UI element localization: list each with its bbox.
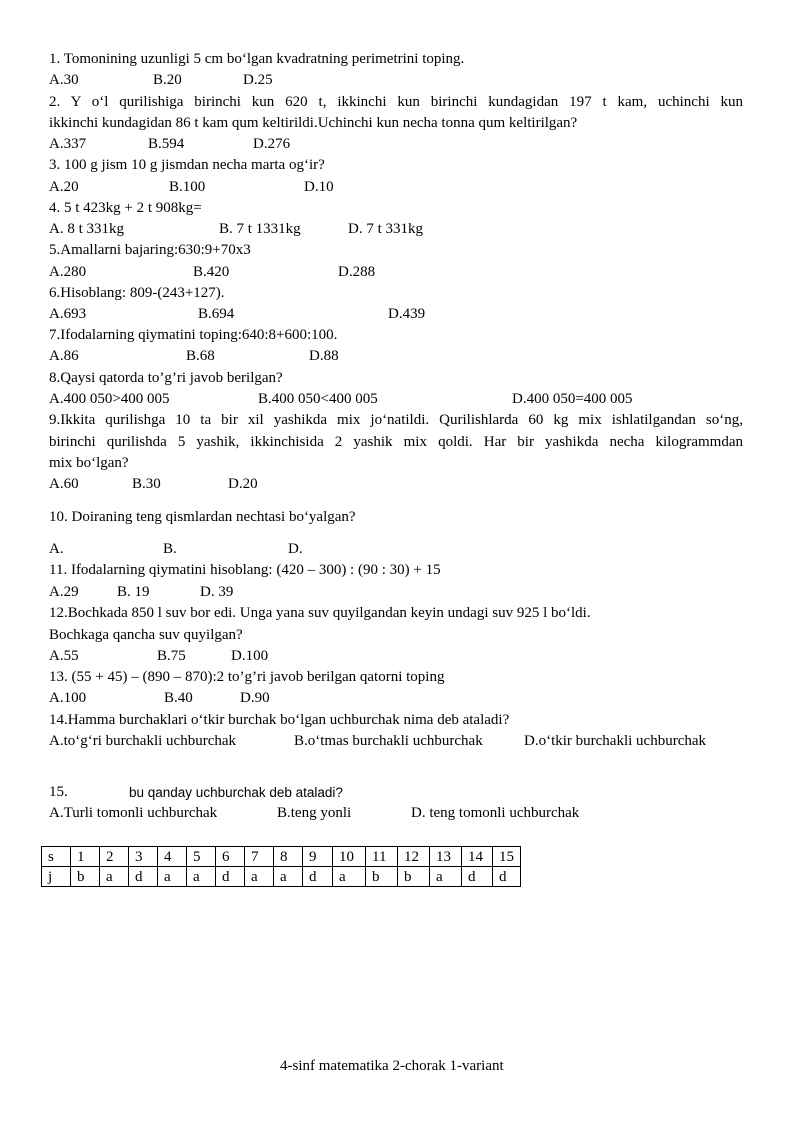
question-4: 4. 5 t 423kg + 2 t 908kg= (49, 200, 202, 216)
table-cell: b (71, 867, 100, 887)
table-cell: b (398, 867, 430, 887)
question-10: 10. Doiraning teng qismlardan nechtasi bo‘yalgan? (49, 509, 356, 525)
table-cell: b (366, 867, 398, 887)
q2-option-b: B.594 (148, 136, 185, 152)
q6-option-d: D.439 (388, 306, 426, 322)
q13-option-d: D.90 (240, 690, 270, 706)
q11-option-a: A.29 (49, 584, 79, 600)
q12-option-d: D.100 (231, 648, 269, 664)
table-cell: 12 (398, 847, 430, 867)
q1-option-b: B.20 (153, 72, 182, 88)
q9-option-a: A.60 (49, 476, 79, 492)
table-cell: 15 (493, 847, 521, 867)
q6-option-b: B.694 (198, 306, 235, 322)
table-cell: 6 (216, 847, 245, 867)
answer-table-header-row (42, 847, 521, 867)
table-cell: d (462, 867, 493, 887)
table-cell: a (430, 867, 462, 887)
question-12-line-1: 12.Bochkada 850 l suv bor edi. Unga yana suv quyilgandan keyin undagi suv 925 l bo‘ldi. (49, 605, 591, 621)
table-cell: 1 (71, 847, 100, 867)
q10-option-a: A. (49, 541, 64, 557)
question-9-line-2: birinchi qurilishda 5 yashik, ikkinchisida 2 yashik mix qoldi. Har bir yashikda necha kilogrammdan (49, 434, 743, 450)
q4-option-a: A. 8 t 331kg (49, 221, 124, 237)
q3-option-a: A.20 (49, 179, 79, 195)
table-cell: s (42, 847, 71, 867)
table-cell: d (216, 867, 245, 887)
q3-option-b: B.100 (169, 179, 206, 195)
question-9-line-3: mix bo‘lgan? (49, 455, 129, 471)
question-15: bu qanday uchburchak deb ataladi? (129, 785, 343, 800)
table-cell: d (303, 867, 333, 887)
question-3: 3. 100 g jism 10 g jismdan necha marta og‘ir? (49, 157, 325, 173)
answer-table (41, 846, 521, 887)
question-13: 13. (55 + 45) – (890 – 870):2 to’g’ri javob berilgan qatorni toping (49, 669, 445, 685)
table-cell: a (333, 867, 366, 887)
table-cell: 9 (303, 847, 333, 867)
q11-option-d: D. 39 (200, 584, 234, 600)
table-cell: 2 (100, 847, 129, 867)
table-cell: 10 (333, 847, 366, 867)
table-cell: a (158, 867, 187, 887)
table-cell: 4 (158, 847, 187, 867)
q14-option-b: B.o‘tmas burchakli uchburchak (294, 733, 483, 749)
q15-option-b: B.teng yonli (277, 805, 352, 821)
table-cell: 14 (462, 847, 493, 867)
q12-option-b: B.75 (157, 648, 186, 664)
q6-option-a: A.693 (49, 306, 87, 322)
page-footer: 4-sinf matematika 2-chorak 1-variant (280, 1058, 504, 1074)
question-12-line-2: Bochkaga qancha suv quyilgan? (49, 627, 243, 643)
table-cell: 11 (366, 847, 398, 867)
q1-option-d: D.25 (243, 72, 273, 88)
q14-option-a: A.to‘g‘ri burchakli uchburchak (49, 733, 237, 749)
table-cell: a (100, 867, 129, 887)
q5-option-d: D.288 (338, 264, 376, 280)
q7-option-a: A.86 (49, 348, 79, 364)
question-5: 5.Amallarni bajaring:630:9+70x3 (49, 242, 251, 258)
table-cell: 8 (274, 847, 303, 867)
q10-option-d: D. (288, 541, 303, 557)
q10-option-b: B. (163, 541, 177, 557)
question-11: 11. Ifodalarning qiymatini hisoblang: (420 – 300) : (90 : 30) + 15 (49, 562, 441, 578)
question-2-line-1: 2. Y o‘l qurilishiga birinchi kun 620 t, ikkinchi kun birinchi kundagidan 197 t kam, uchinchi kun (49, 94, 743, 110)
q7-option-b: B.68 (186, 348, 215, 364)
q2-option-d: D.276 (253, 136, 291, 152)
table-cell: a (245, 867, 274, 887)
table-cell: d (493, 867, 521, 887)
q4-option-d: D. 7 t 331kg (348, 221, 423, 237)
table-cell: 3 (129, 847, 158, 867)
question-1: 1. Tomonining uzunligi 5 cm bo‘lgan kvadratning perimetrini toping. (49, 51, 465, 67)
question-2-line-2: ikkinchi kundagidan 86 t kam qum keltirildi.Uchinchi kun necha tonna qum keltirilgan? (49, 115, 578, 131)
q13-option-b: B.40 (164, 690, 193, 706)
q3-option-d: D.10 (304, 179, 334, 195)
q11-option-b: B. 19 (117, 584, 150, 600)
q4-option-b: B. 7 t 1331kg (219, 221, 301, 237)
q9-option-b: B.30 (132, 476, 161, 492)
q15-option-d: D. teng tomonli uchburchak (411, 805, 580, 821)
q2-option-a: A.337 (49, 136, 87, 152)
table-cell: 7 (245, 847, 274, 867)
q1-option-a: A.30 (49, 72, 79, 88)
q8-option-d: D.400 050=400 005 (512, 391, 633, 407)
q8-option-a: A.400 050>400 005 (49, 391, 170, 407)
table-cell: d (129, 867, 158, 887)
question-14: 14.Hamma burchaklari o‘tkir burchak bo‘lgan uchburchak nima deb ataladi? (49, 712, 510, 728)
table-cell: 5 (187, 847, 216, 867)
q9-option-d: D.20 (228, 476, 258, 492)
q15-option-a: A.Turli tomonli uchburchak (49, 805, 218, 821)
table-cell: j (42, 867, 71, 887)
question-6: 6.Hisoblang: 809-(243+127). (49, 285, 225, 301)
q12-option-a: A.55 (49, 648, 79, 664)
question-8: 8.Qaysi qatorda to’g’ri javob berilgan? (49, 370, 283, 386)
q7-option-d: D.88 (309, 348, 339, 364)
q13-option-a: A.100 (49, 690, 87, 706)
q14-option-d: D.o‘tkir burchakli uchburchak (524, 733, 707, 749)
q5-option-b: B.420 (193, 264, 230, 280)
table-cell: 13 (430, 847, 462, 867)
question-15-number: 15. (49, 784, 68, 800)
q8-option-b: B.400 050<400 005 (258, 391, 378, 407)
table-cell: a (187, 867, 216, 887)
q5-option-a: A.280 (49, 264, 87, 280)
table-cell: a (274, 867, 303, 887)
question-7: 7.Ifodalarning qiymatini toping:640:8+600:100. (49, 327, 338, 343)
answer-table-answers-row (42, 867, 521, 887)
question-9-line-1: 9.Ikkita qurilishga 10 ta bir xil yashikda mix jo‘natildi. Qurilishlarda 60 kg mix ishlatilgandan so‘ng, (49, 412, 743, 428)
